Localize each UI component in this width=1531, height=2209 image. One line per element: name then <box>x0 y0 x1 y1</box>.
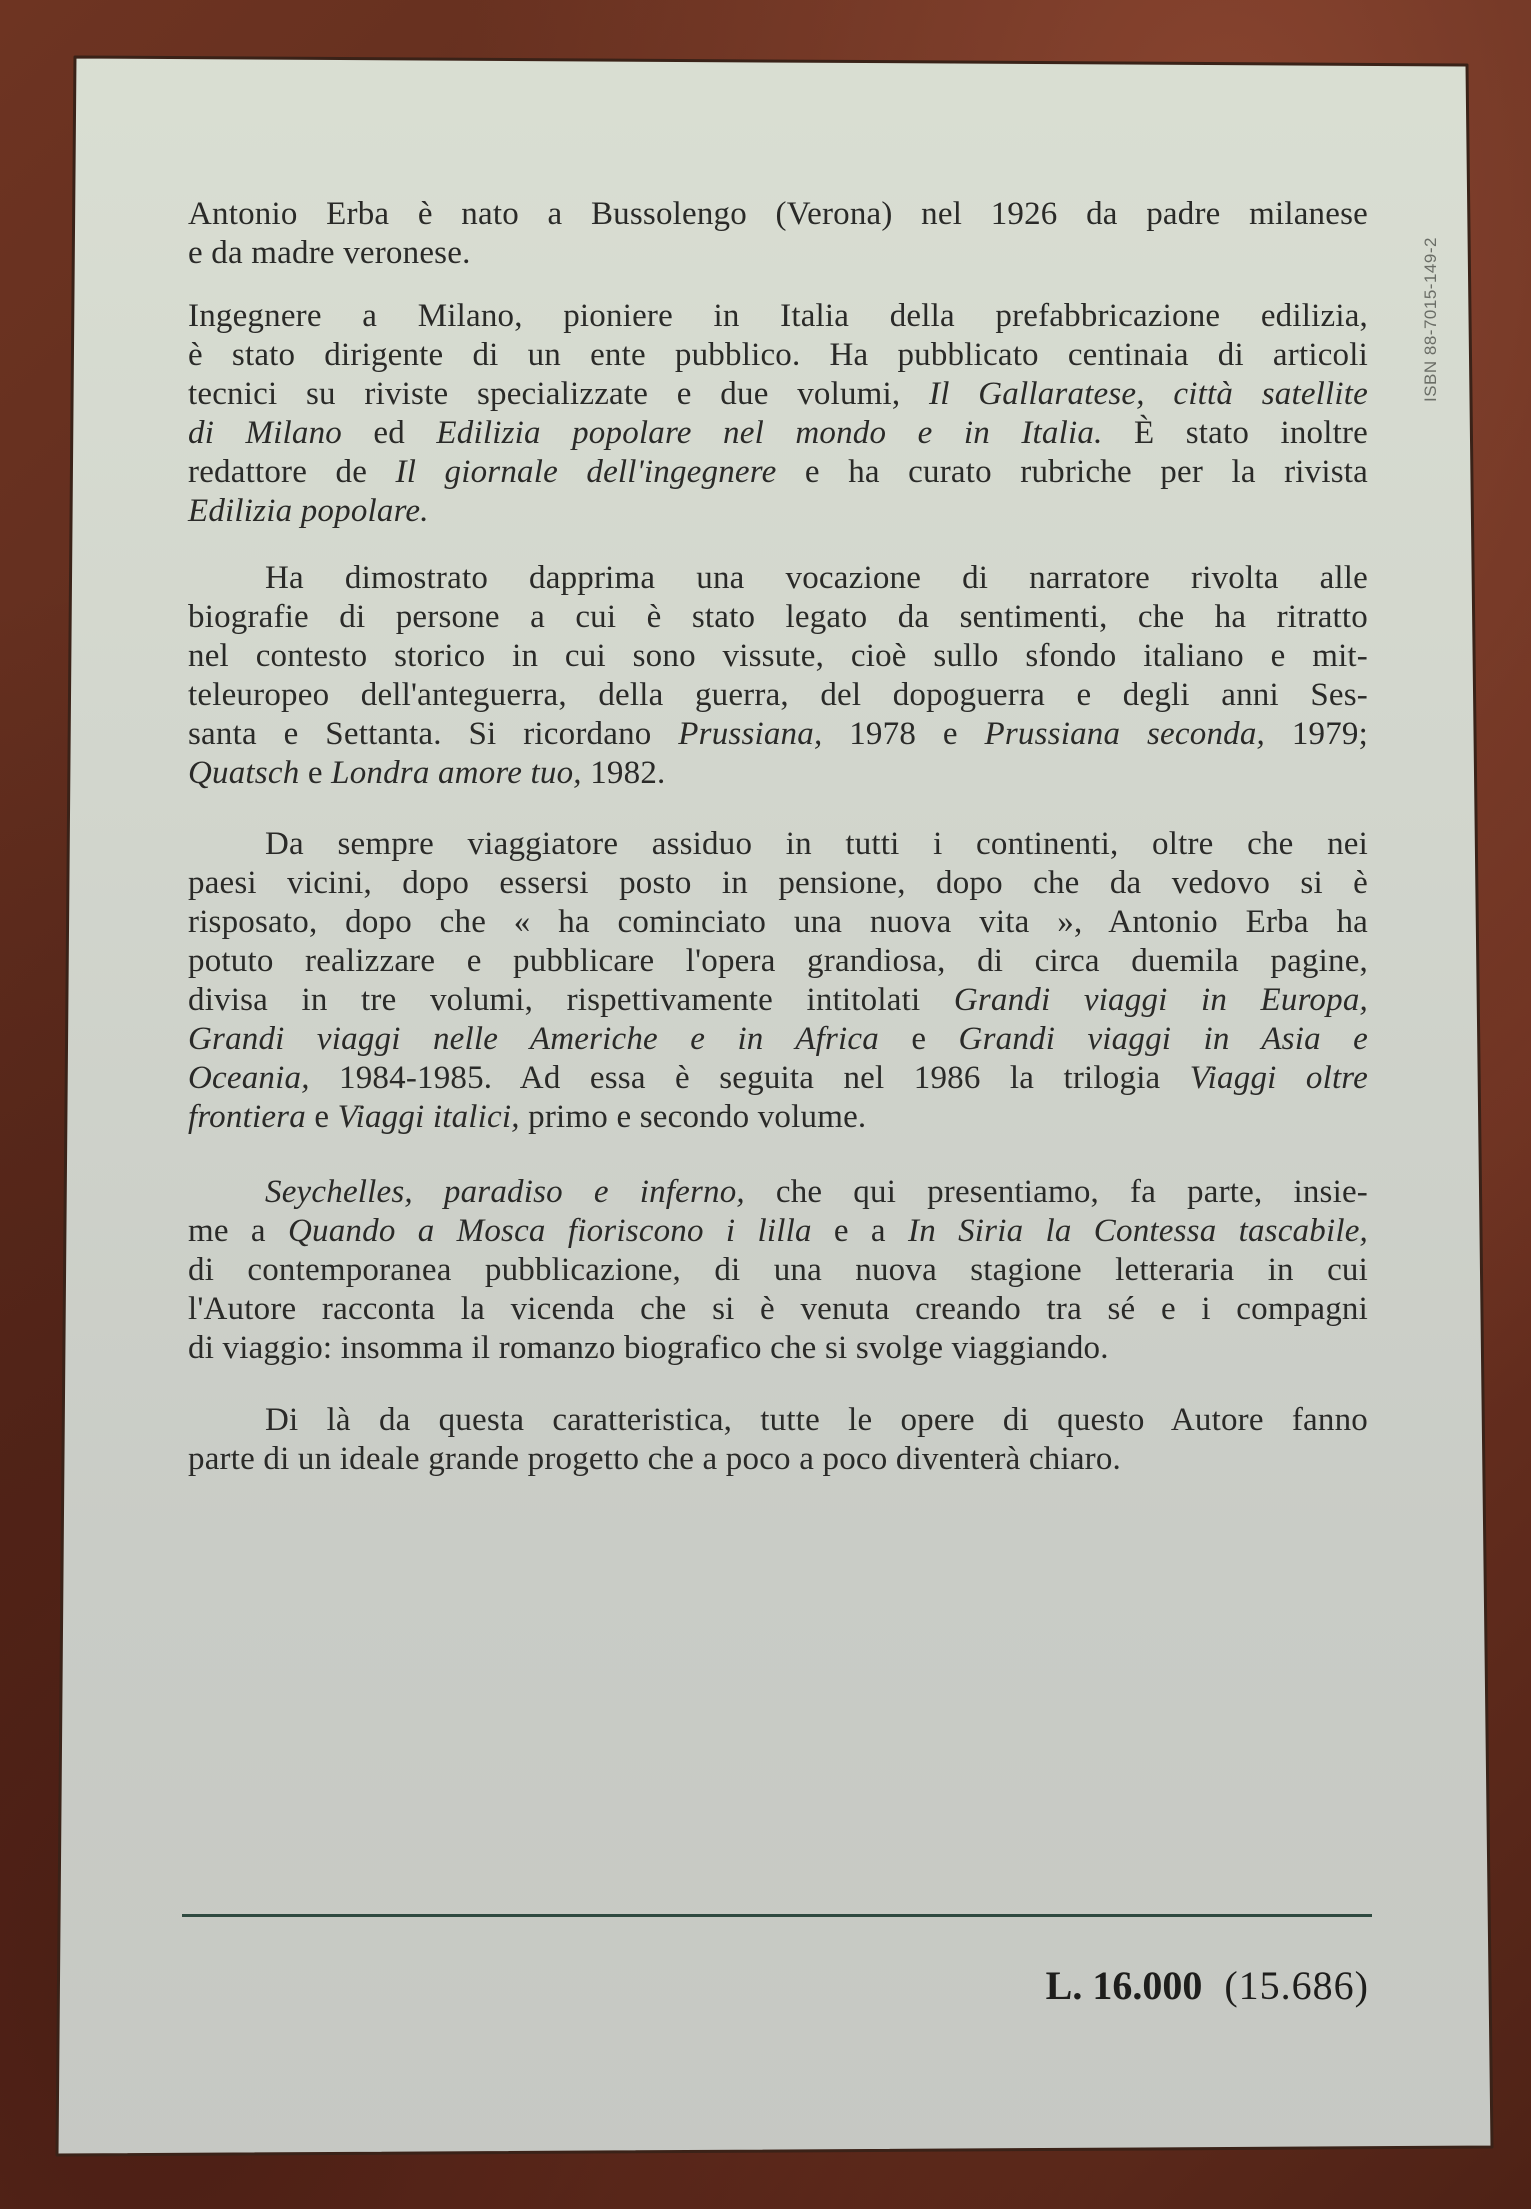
text-line <box>188 414 1368 453</box>
isbn-label: ISBN 88-7015-149-2 <box>1421 237 1440 403</box>
text-line <box>188 1020 1368 1059</box>
text-line <box>188 637 1368 676</box>
text-line <box>188 1290 1368 1329</box>
italic-title: In Siria la Contessa tascabile, <box>908 1213 1368 1249</box>
italic-title: Il Gallaratese, città satellite <box>929 376 1368 412</box>
text-line <box>188 903 1368 942</box>
text-line <box>188 336 1368 375</box>
text-line <box>188 1401 1368 1440</box>
italic-title: frontiera <box>188 1099 306 1135</box>
text-line <box>188 1173 1368 1212</box>
text-line <box>188 1440 1368 1479</box>
text-line <box>188 453 1368 492</box>
paragraph-project <box>188 1401 1368 1479</box>
italic-title: Edilizia popolare nel mondo e in Italia. <box>436 415 1103 451</box>
text-line <box>188 234 1368 273</box>
text-run: potuto realizzare e pubblicare l'opera grandiosa, di circa duemila pagine, <box>188 943 1368 979</box>
italic-title: Viaggi italici, <box>337 1099 520 1135</box>
text-run: Antonio Erba è nato a Bussolengo (Verona) nel 1926 da padre milanese <box>188 196 1368 232</box>
text-line <box>188 1251 1368 1290</box>
text-line <box>188 559 1368 598</box>
text-line <box>188 864 1368 903</box>
text-run: divisa in tre volumi, rispettivamente intitolati <box>188 982 954 1018</box>
text-run: 1982. <box>581 755 666 791</box>
text-run: che qui presentiamo, fa parte, insie- <box>744 1174 1368 1210</box>
paragraph-seychelles <box>188 1173 1368 1368</box>
italic-title: Quatsch <box>188 755 300 791</box>
text-line <box>188 1329 1368 1368</box>
text-run: È stato inoltre <box>1102 415 1369 451</box>
text-line <box>188 754 1368 793</box>
italic-title: Londra amore tuo, <box>331 755 582 791</box>
text-run: me a <box>188 1213 288 1249</box>
text-run: risposato, dopo che « ha cominciato una nuova vita », Antonio Erba ha <box>188 904 1368 940</box>
paragraph-narrator <box>188 559 1368 793</box>
text-run: teleuropeo dell'anteguerra, della guerra, del dopoguerra e degli anni Ses- <box>188 677 1368 713</box>
price-lire: L. 16.000 <box>1045 1963 1203 2008</box>
italic-title: Prussiana seconda, <box>984 716 1265 752</box>
text-line <box>188 676 1368 715</box>
divider-rule <box>182 1914 1372 1917</box>
text-run: 1978 e <box>822 716 985 752</box>
text-run: Di là da questa caratteristica, tutte le opere di questo Autore fanno <box>265 1402 1368 1438</box>
text-run: è stato dirigente di un ente pubblico. Ha pubblicato centinaia di articoli <box>188 337 1368 373</box>
italic-title: Quando a Mosca fioriscono i lilla <box>288 1213 812 1249</box>
text-run: primo e secondo volume. <box>519 1099 867 1135</box>
text-run: nel contesto storico in cui sono vissute, cioè sullo sfondo italiano e mit- <box>188 638 1368 674</box>
text-line <box>188 297 1368 336</box>
italic-title: Edilizia popolare. <box>188 493 429 529</box>
text-run: di contemporanea pubblicazione, di una nuova stagione letteraria in cui <box>188 1252 1368 1288</box>
price <box>1046 1962 1369 2009</box>
text-run: biografie di persone a cui è stato legato da sentimenti, che ha ritratto <box>188 599 1368 635</box>
text-run: 1979; <box>1265 716 1368 752</box>
text-run: parte di un ideale grande progetto che a poco a poco diventerà chiaro. <box>188 1441 1122 1477</box>
italic-title: di Milano <box>188 415 343 451</box>
text-run: e <box>878 1021 959 1057</box>
text-run: e da madre veronese. <box>188 235 471 271</box>
italic-title: Grandi viaggi in Asia e <box>958 1021 1368 1057</box>
text-run: e a <box>811 1213 908 1249</box>
text-run: tecnici su riviste specializzate e due volumi, <box>188 376 930 412</box>
text-run: Ingegnere a Milano, pioniere in Italia della prefabbricazione edilizia, <box>188 298 1368 334</box>
italic-title: Seychelles, paradiso e inferno, <box>265 1174 745 1210</box>
italic-title: Oceania, <box>188 1060 310 1096</box>
paragraph-travels <box>188 825 1368 1137</box>
italic-title: Grandi viaggi nelle Americhe e in Africa <box>188 1021 879 1057</box>
text-run: ed <box>342 415 437 451</box>
italic-title: Viaggi oltre <box>1189 1060 1368 1096</box>
text-line <box>188 195 1368 234</box>
text-line <box>188 981 1368 1020</box>
text-line <box>188 1059 1368 1098</box>
text-line <box>188 492 1368 531</box>
text-run: e ha curato rubriche per la rivista <box>776 454 1368 490</box>
text-run: redattore de <box>188 454 396 490</box>
text-line <box>188 375 1368 414</box>
text-run: Da sempre viaggiatore assiduo in tutti i continenti, oltre che nei <box>265 826 1368 862</box>
paragraph-birth <box>188 195 1368 273</box>
text-line <box>188 825 1368 864</box>
italic-title: Il giornale dell'ingegnere <box>395 454 777 490</box>
text-run: 1984-1985. Ad essa è seguita nel 1986 la trilogia <box>309 1060 1190 1096</box>
text-run: santa e Settanta. Si ricordano <box>188 716 679 752</box>
text-line <box>188 598 1368 637</box>
text-line <box>188 1212 1368 1251</box>
text-run: e <box>299 755 332 791</box>
italic-title: Grandi viaggi in Europa, <box>953 982 1368 1018</box>
text-run: Ha dimostrato dapprima una vocazione di narratore rivolta alle <box>265 560 1368 596</box>
price-converted: (15.686) <box>1224 1963 1369 2008</box>
text-line <box>188 1098 1368 1137</box>
text-line <box>188 715 1368 754</box>
text-run: e <box>305 1099 338 1135</box>
paragraph-career <box>188 297 1368 531</box>
text-run: di viaggio: insomma il romanzo biografico che si svolge viaggiando. <box>188 1330 1109 1366</box>
text-line <box>188 942 1368 981</box>
italic-title: Prussiana, <box>678 716 823 752</box>
text-run: l'Autore racconta la vicenda che si è venuta creando tra sé e i compagni <box>188 1291 1368 1327</box>
text-run: paesi vicini, dopo essersi posto in pensione, dopo che da vedovo si è <box>188 865 1368 901</box>
